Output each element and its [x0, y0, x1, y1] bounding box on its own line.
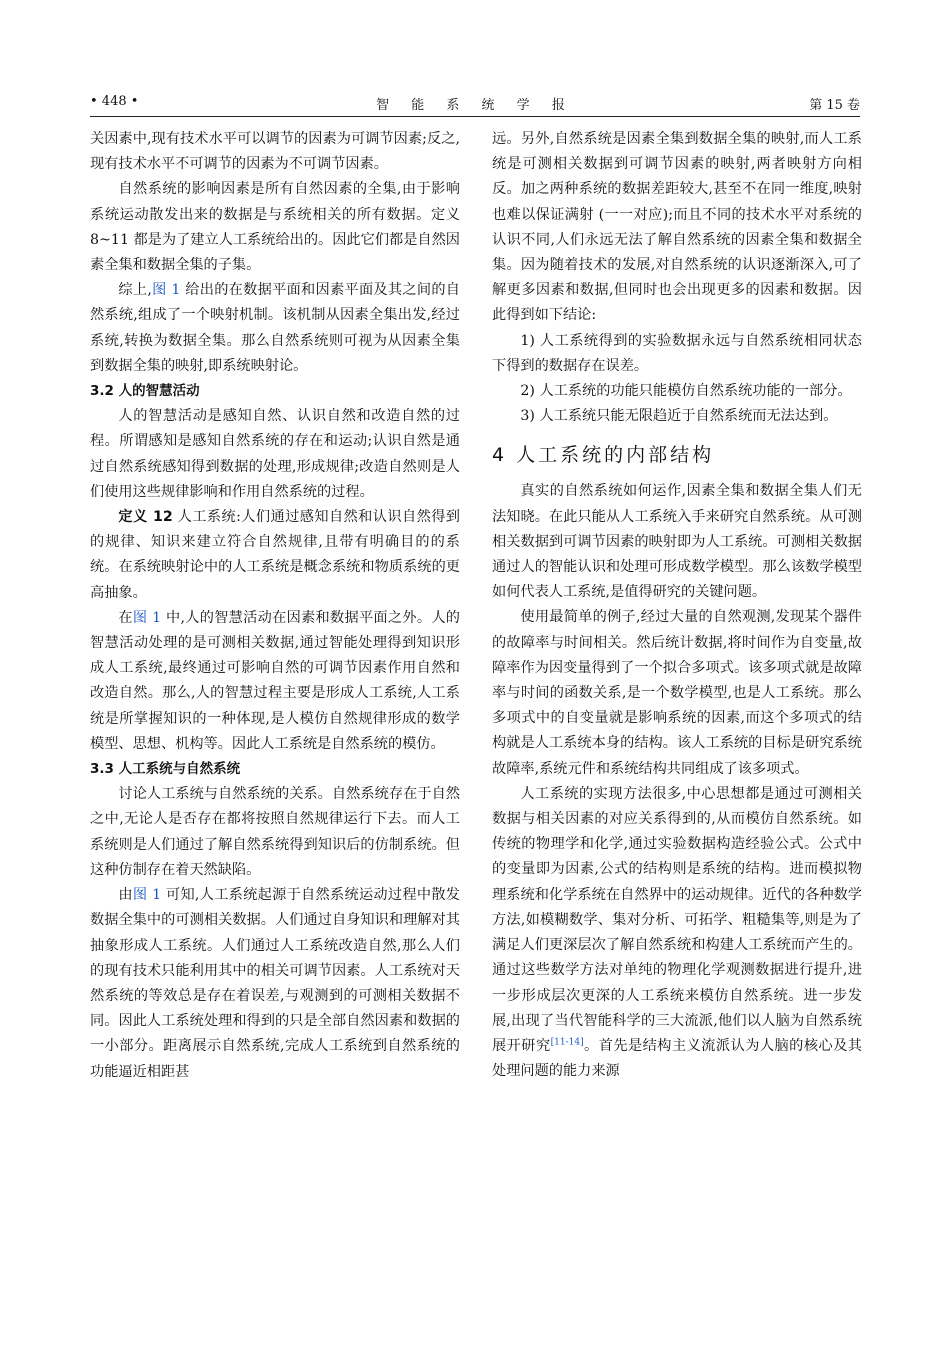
page-number: • 448 • [90, 94, 139, 109]
paragraph [492, 782, 862, 1084]
citation-link[interactable]: [11-14] [550, 1037, 584, 1048]
paragraph [90, 606, 460, 757]
left-column [90, 127, 460, 1085]
definition-text: 人工系统:人们通过感知自然和认识自然得到的规律、知识来建立符合自然规律,且带有明确目的的系统。在系统映射论中的人工系统是概念系统和物质系统的更高抽象。 [90, 509, 460, 601]
right-column [492, 127, 862, 1084]
subsection-heading: 3.3 人工系统与自然系统 [90, 761, 241, 778]
paragraph: 讨论人工系统与自然系统的关系。自然系统存在于自然之中,无论人是否存在都将按照自然规律运行下去。而人工系统则是人们通过了解自然系统得到知识后的仿制系统。但这种仿制存在着天然缺陷。 [90, 786, 460, 878]
paragraph [90, 883, 460, 1085]
paragraph: 真实的自然系统如何运作,因素全集和数据全集人们无法知晓。在此只能从人工系统入手来研究自然系统。从可测相关数据到可调节因素的映射即为人工系统。可测相关数据通过人的智能认识和处理可形成数学模型。那么该数学模型如何代表人工系统,是值得研究的关键问题。 [492, 483, 862, 601]
section-heading: 4 人工系统的内部结构 [492, 444, 715, 467]
text-run: 。首先是结构主义流派认为人脑的核心及其处理问题的能力来源 [492, 1037, 862, 1080]
paragraph: 关因素中,现有技术水平可以调节的因素为可调节因素;反之,现有技术水平不可调节的因素为不可调节因素。 [90, 131, 460, 173]
paragraph: 人的智慧活动是感知自然、认识自然和改造自然的过程。所谓感知是感知自然系统的存在和运动;认识自然是通过自然系统感知得到数据的处理,形成规律;改造自然则是人们使用这些规律影响和作用自然系统的过程。 [90, 408, 460, 500]
paragraph [90, 278, 460, 379]
paragraph: 自然系统的影响因素是所有自然因素的全集,由于影响系统运动散发出来的数据是与系统相关的所有数据。定义 8~11 都是为了建立人工系统给出的。因此它们都是自然因素全集和数据全集的子集。 [90, 181, 460, 274]
journal-title: 智 能 系 统 学 报 [376, 98, 574, 113]
text-run: 由 [118, 887, 133, 904]
text-run: 综上, [118, 282, 152, 299]
running-header [90, 92, 860, 117]
text-run: 中,人的智慧活动在因素和数据平面之外。人的智慧活动处理的是可测相关数据,通过智能处理得到知识形成人工系统,最终通过可影响自然的可调节因素作用自然和改造自然。那么,人的智慧过程主要是形成人工系统,人工系统是所掌握知识的一种体现,是人模仿自然规律形成的数学模型、思想、机构等。因此人工系统是自然系统的模仿。 [90, 609, 460, 752]
definition [90, 505, 460, 606]
paragraph: 远。另外,自然系统是因素全集到数据全集的映射,而人工系统是可测相关数据到可调节因素的映射,两者映射方向相反。加之两种系统的数据差距较大,甚至不在同一维度,映射也难以保证满射 (一一对应);而且不同的技术水平对系统的认识不同,人们永远无法了解自然系统的因素全集和数据全集。因为随着技术的发展,对自然系统的认识逐渐深入,可了解更多因素和数据,但同时也会出现更多的因素和数据。因此得到如下结论: [492, 131, 862, 324]
figure-link[interactable]: 图 1 [151, 282, 181, 299]
text-run: 可知,人工系统起源于自然系统运动过程中散发数据全集中的可测相关数据。人们通过自身知识和理解对其抽象形成人工系统。人们通过人工系统改造自然,那么人们的现有技术只能利用其中的相关可调节因素。人工系统对天然系统的等效总是存在着误差,与观测到的可测相关数据不同。因此人工系统处理和得到的只是全部自然因素和数据的一小部分。距离展示自然系统,完成人工系统到自然系统的功能逼近相距甚 [90, 887, 460, 1080]
definition-label: 定义 12 [118, 509, 173, 526]
conclusion-item: 2) 人工系统的功能只能模仿自然系统功能的一部分。 [520, 383, 852, 400]
volume-label: 第 15 卷 [809, 98, 860, 113]
figure-link[interactable]: 图 1 [132, 887, 162, 904]
figure-link[interactable]: 图 1 [132, 609, 162, 626]
text-run: 人工系统的实现方法很多,中心思想都是通过可测相关数据与相关因素的对应关系得到的,从而模仿自然系统。如传统的物理学和化学,通过实验数据构造经验公式。公式中的变量即为因素,公式的结构则是系统的结构。进而模拟物理系统和化学系统在自然界中的运动规律。近代的各种数学方法,如模糊数学、集对分析、可拓学、粗糙集等,则是为了满足人们更深层次了解自然系统和构建人工系统而产生的。通过这些数学方法对单纯的物理化学观测数据进行提升,进一步形成层次更深的人工系统来模仿自然系统。进一步发展,出现了当代智能科学的三大流派,他们以人脑为自然系统展开研究 [492, 785, 862, 1054]
conclusion-item: 1) 人工系统得到的实验数据永远与自然系统相同状态下得到的数据存在误差。 [492, 332, 862, 374]
text-run: 在 [118, 609, 133, 626]
paragraph: 使用最简单的例子,经过大量的自然观测,发现某个器件的故障率与时间相关。然后统计数据,将时间作为自变量,故障率作为因变量得到了一个拟合多项式。该多项式就是故障率与时间的函数关系,是一个数学模型,也是人工系统。那么多项式中的自变量就是影响系统的因素,而这个多项式的结构就是人工系统本身的结构。该人工系统的目标是研究系统故障率,系统元件和系统结构共同组成了该多项式。 [492, 609, 862, 777]
subsection-heading: 3.2 人的智慧活动 [90, 383, 200, 400]
text-run: 给出的在数据平面和因素平面及其之间的自然系统,组成了一个映射机制。该机制从因素全集出发,经过系统,转换为数据全集。那么自然系统则可视为从因素全集到数据全集的映射,即系统映射论。 [90, 282, 460, 374]
conclusion-item: 3) 人工系统只能无限趋近于自然系统而无法达到。 [520, 408, 838, 425]
